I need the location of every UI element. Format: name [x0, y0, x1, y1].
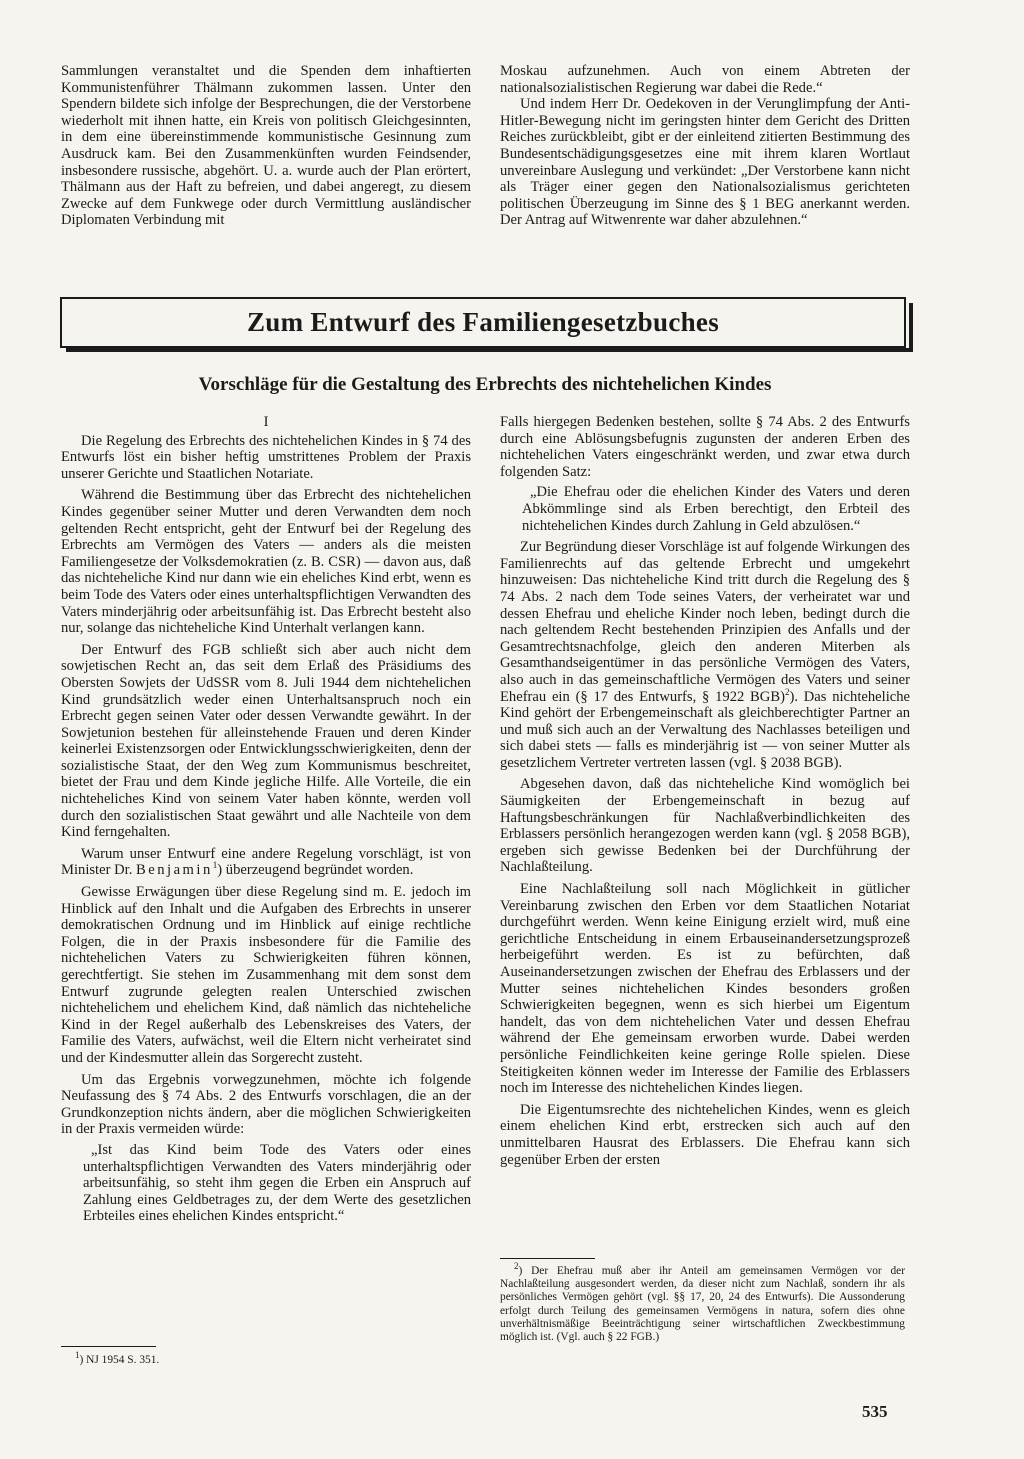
left-paragraph-3: Der Entwurf des FGB schließt sich aber auch nicht dem sowjetischen Recht an, das seit dem Erlaß des Präsidiums des Obersten Sowjets der UdSSR vom 8. Juli 1944 dem nichtehelichen Kind grundsätzlich weder einen Unterhaltsanspruch noch ein Erbrecht gegen seinen Vater oder dessen Verwandte gewährt. In der Sowjetunion bestehen für alleinstehende Frauen und deren Kinder keinerlei Existenzsorgen oder Entwicklungsschwierigkeiten, denn der sozialistische Staat, der den Weg zum Kommunismus beschreitet, bietet der Frau und dem Kinde jegliche Hilfe. Alle Vorteile, die ein nichteheliches Kind von seinem Vater haben könnte, werden voll durch den sozialistischen Staat gewährt und alle Nachteile von dem Kind ferngehalten.	[61, 641, 471, 841]
top-right-paragraph-2: Und indem Herr Dr. Oedekoven in der Verunglimpfung der Anti-Hitler-Bewegung nicht im geringsten hinter dem Gericht des Dritten Reiches zurückbleibt, gibt er der einleitend zitierten Bestimmung des Bundesentschädigungsgesetzes eine mit ihrem klaren Wortlaut unvereinbare Auslegung und verkündet: „Der Verstorbene kann nicht als Träger einer gegen den Nationalsozialismus gerichteten politischen Überzeugung im Sinne des § 1 BEG anerkannt werden. Der Antrag auf Witwenrente war daher abzulehnen.“	[500, 96, 910, 229]
left-paragraph-6: Um das Ergebnis vorwegzunehmen, möchte ich folgende Neufassung des § 74 Abs. 2 des Entwurfs vorschlagen, die an der Grundkonzeption nichts ändern, aber die möglichen Schwierigkeiten in der Praxis vermeiden würde:	[61, 1071, 471, 1138]
article-subtitle: Vorschläge für die Gestaltung des Erbrechts des nichtehelichen Kindes	[198, 374, 772, 395]
right-paragraph-4: Eine Nachlaßteilung soll nach Möglichkeit in gütlicher Vereinbarung zwischen den Erben vor dem Staatlichen Notariat durchgeführt werden. Wenn keine Einigung erzielt wird, muß eine gerichtliche Entscheidung in einem Erbauseinandersetzungsprozeß herbeigeführt werden. Es ist zu befürchten, daß Auseinandersetzungen zwischen der Ehefrau des Erblassers und der Mutter seines nichtehelichen Kindes besonders großen Schwierigkeiten begegnen, wenn es sich hierbei um Eigentum handelt, das von dem nichtehelichen Vater und dessen Ehefrau während der Ehe gemeinsam erworben wurde. Dabei werden persönliche Feindlichkeiten keine geringe Rolle spielen. Diese Steitigkeiten können weder im Interesse der Familie des Erblassers noch im Interesse des nichtehelichen Kindes liegen.	[500, 881, 910, 1097]
right-paragraph-2: Zur Begründung dieser Vorschläge ist auf folgende Wirkungen des Familienrechts auf das geltende Erbrecht und umgekehrt hinzuweisen: Das nichteheliche Kind tritt durch die Regelung des § 74 Abs. 2 nach dem Tode seines Vaters, der verheiratet war und dessen Ehefrau und eheliche Kinder noch leben, bedingt durch die nach geltendem Recht bestehenden Prinzipien des Anfalls und der Gesamtrechtsnachfolge, gleich den anderen Miterben als Gesamthandseigentümer in das persönliche Vermögen des Vaters, also auch in das gemeinschaftliche Vermögen des Vaters und seiner Ehefrau ein (§ 17 des Entwurfs, § 1922 BGB)$^2$). Das nichteheliche Kind gehört der Erbengemeinschaft als gleichberechtigter Partner an und muß sich auch an der Verwaltung des Nachlasses beteiligen und sich dabei stets — falls es minderjährig ist — von seiner Mutter als gesetzlichem Vertreter vertreten lassen (vgl. § 2038 BGB).	[500, 539, 911, 771]
author-name: Benjamin	[136, 862, 213, 879]
left-quote: „Ist das Kind beim Tode des Vaters oder eines unterhaltspflichtigen Verwandten des Vaters minderjährig oder arbeitsunfähig, so steht ihm gegen die Erben ein Anspruch auf Zahlung eines Geldbetrages zu, der dem Werte des gesetzlichen Erbteiles eines ehelichen Kindes entspricht.“	[83, 1141, 471, 1225]
left-paragraph-1: Die Regelung des Erbrechts des nichtehelichen Kindes in § 74 des Entwurfs löst ein bisher heftig umstrittenes Problem der Praxis unserer Gerichte und Staatlichen Notariate.	[61, 432, 471, 482]
article-title: Zum Entwurf des Familiengesetzbuches	[246, 307, 720, 337]
right-paragraph-5: Die Eigentumsrechte des nichtehelichen Kindes, wenn es gleich einem ehelichen Kind erbt, erstrecken sich auch auf den unmittelbaren Hausrat des Erblassers. Die Ehefrau kann sich gegenüber Erben der ersten	[500, 1101, 910, 1168]
footnote-2-mark: 2	[514, 1261, 519, 1272]
footnote-1: $^1$) NJ 1954 S. 351.	[75, 1350, 160, 1366]
footnote-rule-left	[61, 1346, 156, 1347]
footnote-ref-1: 1	[212, 860, 218, 871]
footnote-rule-right	[500, 1258, 595, 1259]
left-p4-start: Warum unser Entwurf eine andere Regelung vorschlägt, ist von Minister Dr.	[61, 845, 471, 879]
article-right-column	[500, 414, 910, 1168]
left-paragraph-5: Gewisse Erwägungen über diese Regelung sind m. E. jedoch im Hinblick auf den Inhalt und die Aufgaben des Erbrechts in unserer demokratischen Ordnung und im Hinblick auf einige rechtliche Folgen, die in der Praxis insbesondere für die Familie des nichtehelichen Vaters zu Schwierigkeiten führen können, gerechtfertigt. Sie stehen im Zusammenhang mit dem sonst dem Entwurf zugrunde gelegten realen Unterschied zwischen nichtehelichem und ehelichem Kind, daß nämlich das nichteheliche Kind in der Regel außerhalb des Lebenskreises des Vaters, der Familie des Vaters, aufwächst, weil die Eltern nicht verheiratet sind und der Kindesmutter allein das Sorgerecht zusteht.	[61, 884, 471, 1066]
left-paragraph-2: Während die Bestimmung über das Erbrecht des nichtehelichen Kindes gegenüber seiner Mutter und deren Verwandten dem noch geltenden Recht entspricht, geht der Entwurf bei der Regelung des Erbrechts am Vermögen des Vaters — anders als die meisten Familiengesetze der Volksdemokratien (z. B. CSR) — davon aus, daß das nichteheliche Kind nur dann wie ein eheliches Kind erbt, wenn es beim Tode des Vaters oder eines unterhaltspflichtigen Verwandten des Vaters minderjährig oder arbeitsunfähig ist. Das Erbrecht besteht also nur, solange das nichteheliche Kind Unterhalt verlangen kann.	[61, 487, 471, 637]
right-paragraph-1: Falls hiergegen Bedenken bestehen, sollte § 74 Abs. 2 des Entwurfs durch eine Ablösungsbefugnis zugunsten der anderen Erben des nichtehelichen Vaters eingeschränkt werden, und zwar etwa durch folgenden Satz:	[500, 414, 910, 480]
left-paragraph-4: Warum unser Entwurf eine andere Regelung vorschlägt, ist von Minister Dr. Benjamin$^1$) überzeugend begründet worden.	[61, 845, 471, 879]
right-paragraph-3: Abgesehen davon, daß das nichteheliche Kind womöglich bei Säumigkeiten der Erbengemeinschaft in bezug auf Haftungsbeschränkungen für Nachlaßverbindlichkeiten des Erblassers persönlich herangezogen werden kann (vgl. § 2058 BGB), ergeben sich gewisse Bedenken bei der Durchführung der Nachlaßteilung.	[500, 776, 910, 876]
footnote-1-text: NJ 1954 S. 351.	[86, 1354, 160, 1366]
footnote-1-mark: 1	[75, 1350, 80, 1361]
page-number: 535	[862, 1402, 888, 1421]
left-p4-end: überzeugend begründet worden.	[225, 862, 414, 879]
footnote-2-text: Der Ehefrau muß aber ihr Anteil am gemeinsamen Vermögen vor der Nachlaßteilung ausgesondert werden, da dieser nicht zum Nachlaß, sondern ihr als persönliches Vermögen gehört (vgl. §§ 17, 20, 24 des Entwurfs). Die Aussonderung erfolgt durch Teilung des gemeinsamen Vermögens in natura, sofern dies ohne unverhältnismäßige Beeinträchtigung seiner wirtschaftlichen Zweckbestimmung möglich ist. (Vgl. auch § 22 FGB.)	[500, 1265, 905, 1344]
right-p2-end: . Das nichteheliche Kind gehört der Erbengemeinschaft als gleichberechtigter Partner an und muß sich auch an der Verwaltung des Nachlasses beteiligen und sich dabei stets — falls es minderjährig ist — von seiner Mutter als gesetzlichem Vertreter vertreten lassen (vgl. § 2038 BGB).	[500, 688, 911, 771]
article-title-box	[60, 297, 906, 348]
right-p2-start: Zur Begründung dieser Vorschläge ist auf folgende Wirkungen des Familienrechts auf das geltende Erbrecht und umgekehrt hinzuweisen: Das nichteheliche Kind tritt durch die Regelung des § 74 Abs. 2 nach dem Tode seines Vaters, der verheiratet war und dessen Ehefrau und eheliche Kinder noch leben, bedingt durch die nach geltendem Recht bestehenden Prinzipien des Anfalls und der Gesamtrechtsnachfolge, gleich den anderen Miterben als Gesamthandseigentümer in das persönliche Vermögen des Vaters, also auch in das gemeinschaftliche Vermögen des Vaters und seiner Ehefrau ein (§ 17 des Entwurfs, § 1922 BGB)	[500, 539, 910, 705]
footnote-ref-2: 2	[784, 686, 790, 697]
top-left-column	[61, 63, 471, 229]
top-right-column	[500, 63, 910, 229]
footnote-2: $^2$) Der Ehefrau muß aber ihr Anteil am gemeinsamen Vermögen vor der Nachlaßteilung ausgesondert werden, da dieser nicht zum Nachlaß, sondern ihr als persönliches Vermögen gehört (vgl. §§ 17, 20, 24 des Entwurfs). Die Aussonderung erfolgt durch Teilung des gemeinsamen Vermögens in natura, sofern dies ohne unverhältnismäßige Beeinträchtigung seiner wirtschaftlichen Zweckbestimmung möglich ist. (Vgl. auch § 22 FGB.)	[500, 1261, 905, 1344]
section-numeral: I	[263, 414, 269, 430]
top-right-paragraph-1: Moskau aufzunehmen. Auch von einem Abtreten der nationalsozialistischen Regierung war dabei die Rede.“	[500, 63, 910, 96]
article-left-column	[61, 414, 471, 1229]
right-quote: „Die Ehefrau oder die ehelichen Kinder des Vaters und deren Abkömmlinge sind als Erben berechtigt, den Erbteil des nichtehelichen Kindes durch Zahlung in Geld abzulösen.“	[522, 484, 910, 534]
top-left-paragraph: Sammlungen veranstaltet und die Spenden dem inhaftierten Kommunistenführer Thälmann zukommen lassen. Unter den Spendern bildete sich infolge der Besprechungen, die der Verstorbene wiederholt mit ihnen hatte, ein Kreis von politisch Gleichgesinnten, in dem eine übereinstimmende kommunistische Gesinnung zum Ausdruck kam. Bei den Zusammenkünften wurden Feindsender, insbesondere russische, abgehört. U. a. wurde auch der Plan erörtert, Thälmann aus der Haft zu befreien, und dabei angeregt, zu diesem Zwecke auf dem Funkwege oder durch Vermittlung ausländischer Diplomaten Verbindung mit	[61, 63, 471, 229]
